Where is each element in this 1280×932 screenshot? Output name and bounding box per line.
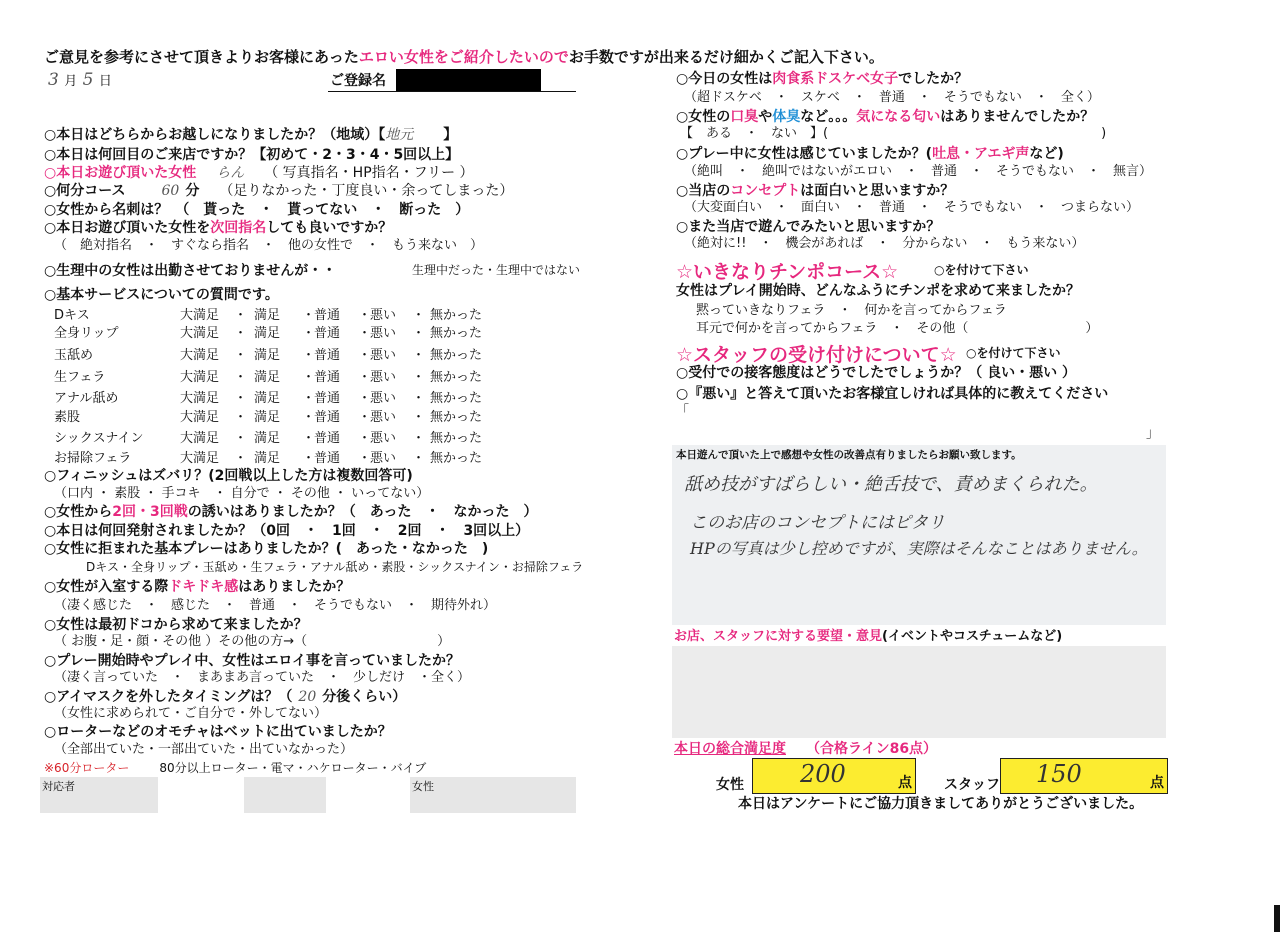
- service-rating-option: ・: [234, 348, 248, 363]
- q-finish-options: （口内 ・ 素股 ・ 手コキ ・ 自分で ・ その他 ・ いってない）: [54, 486, 430, 501]
- girl-label: 女性: [412, 780, 434, 793]
- service-rating-option: 普通: [314, 410, 341, 425]
- request-box: [672, 646, 1166, 738]
- service-name: 生フェラ: [54, 370, 106, 385]
- service-rating-option: ・: [412, 431, 426, 446]
- service-rating-option: ・: [358, 410, 372, 425]
- service-rating-option: 普通: [314, 308, 341, 323]
- service-rating-option: 満足: [254, 348, 281, 363]
- staff-note: ○を付けて下さい: [966, 346, 1061, 360]
- service-rating-option: ・: [302, 451, 316, 466]
- service-rating-option: 普通: [314, 348, 341, 363]
- date-row: [48, 70, 112, 90]
- service-rating-option: ・: [412, 308, 426, 323]
- q-finish: ○フィニッシュはズバリ？(2回戦以上した方は複数回答可): [44, 468, 413, 484]
- service-rating-option: ・: [234, 326, 248, 341]
- service-rating-option: ・: [234, 370, 248, 385]
- service-rating-option: 無かった: [430, 370, 483, 385]
- service-rating-option: ・: [412, 370, 426, 385]
- service-rating-option: ・: [412, 326, 426, 341]
- q-toys: ○ローターなどのオモチャはベットに出ていましたか？: [44, 724, 392, 740]
- q-thrill-options: （凄く感じた ・ 感じた ・ 普通 ・ そうでもない ・ 期待外れ）: [54, 598, 497, 613]
- service-rating-option: 大満足: [180, 391, 220, 406]
- girl-score-label: 女性: [716, 777, 744, 793]
- service-rating-option: ・: [358, 370, 372, 385]
- service-rating-option: 大満足: [180, 326, 220, 341]
- service-name: アナル舐め: [54, 391, 119, 406]
- registration-label: ご登録名: [330, 73, 386, 89]
- service-rating-option: 無かった: [430, 348, 483, 363]
- q-visit-count: ○本日は何回目のご来店ですか？【初めて・2・3・4・5回以上】: [44, 147, 460, 163]
- staff-title: ☆スタッフの受け付けについて☆: [676, 344, 957, 366]
- service-rating-option: 無かった: [430, 391, 483, 406]
- service-rating-option: 無かった: [430, 308, 483, 323]
- service-rating-option: 大満足: [180, 308, 220, 323]
- staff-score-unit: 点: [1150, 775, 1164, 791]
- q-shots: ○本日は何回発射されましたか？（0回 ・ 1回 ・ 2回 ・ 3回以上）: [44, 523, 530, 539]
- service-rating-option: 満足: [254, 308, 281, 323]
- course-option-2: 耳元で何かを言ってからフェラ ・ その他（ ）: [696, 321, 1099, 336]
- q-period-options: 生理中だった・生理中ではない: [412, 263, 581, 277]
- service-rating-option: 悪い: [370, 308, 397, 323]
- service-rating-option: 悪い: [370, 431, 397, 446]
- service-rating-option: ・: [358, 348, 372, 363]
- service-rating-option: 無かった: [430, 326, 483, 341]
- q-region-answer: 地元: [385, 127, 414, 143]
- course-question: 女性はプレイ開始時、どんなふうにチンポを求めて来ましたか？: [676, 283, 1081, 299]
- intro-part-pink: エロい女性をご紹介したいので: [358, 48, 569, 66]
- course-note: ○を付けて下さい: [934, 263, 1029, 277]
- service-rating-option: ・: [302, 326, 316, 341]
- service-rating-option: 悪い: [370, 451, 397, 466]
- staff-question-2: ○『悪い』と答えて頂いたお客様宜しければ具体的に教えてください: [676, 386, 1109, 402]
- service-rating-option: ・: [234, 308, 248, 323]
- q-first-options: （ お腹・足・顔・その他 ）その他の方→（ ）: [54, 634, 451, 649]
- intro-text: [44, 48, 884, 66]
- redacted-name: [396, 69, 541, 91]
- staff-score-label: スタッフ: [944, 777, 1000, 793]
- service-rating-option: ・: [358, 431, 372, 446]
- service-rating-option: 無かった: [430, 431, 483, 446]
- service-rating-option: 悪い: [370, 410, 397, 425]
- service-rating-option: 普通: [314, 370, 341, 385]
- staff-label: 対応者: [42, 780, 75, 793]
- q-rounds: ○女性から2回・3回戦の誘いはありましたか？（ あった ・ なかった ）: [44, 504, 538, 520]
- service-rating-option: 大満足: [180, 410, 220, 425]
- date-month: 3: [48, 70, 59, 90]
- r-lewd: ○今日の女性は肉食系ドスケベ女子でしたか？: [676, 71, 969, 87]
- q-next-options: （ 絶対指名 ・ すぐなら指名 ・ 他の女性で ・ もう来ない ）: [54, 238, 484, 253]
- service-rating-option: ・: [412, 451, 426, 466]
- service-rating-option: 満足: [254, 370, 281, 385]
- service-rating-option: 悪い: [370, 370, 397, 385]
- service-rating-option: ・: [234, 410, 248, 425]
- service-rating-option: 無かった: [430, 451, 483, 466]
- r-smell-options: 【 ある ・ ない 】( ): [680, 126, 1107, 141]
- service-rating-option: 無かった: [430, 410, 483, 425]
- q-mask-answer: 20: [298, 689, 317, 705]
- service-rating-option: 大満足: [180, 451, 220, 466]
- toys-note: ※60分ローター 80分以上ローター・電マ・ハケローター・バイブ: [44, 761, 427, 775]
- r-return: ○また当店で遊んでみたいと思いますか？: [676, 219, 941, 235]
- course-option-1: 黙っていきなりフェラ ・ 何かを言ってからフェラ: [696, 303, 1007, 318]
- service-rating-option: ・: [302, 391, 316, 406]
- q-period: ○生理中の女性は出勤させておりませんが・・: [44, 263, 337, 279]
- service-rating-option: 満足: [254, 431, 281, 446]
- service-name: 全身リップ: [54, 326, 119, 341]
- q-course-answer: 60: [161, 183, 180, 199]
- q-refused-options: Dキス・全身リップ・玉舐め・生フェラ・アナル舐め・素股・シックスナイン・お掃除フェラ: [86, 560, 584, 574]
- q-mask-options: （女性に求められて・ご自分で・外してない）: [54, 706, 328, 721]
- q-mask: ○アイマスクを外したタイミングは？（ 20 分後くらい）: [44, 689, 407, 705]
- day-label: 日: [98, 74, 112, 89]
- service-name: Dキス: [54, 308, 90, 323]
- course-title: ☆いきなりチンポコース☆: [676, 261, 899, 283]
- q-girl-answer: らん: [216, 165, 245, 181]
- service-rating-option: 満足: [254, 451, 281, 466]
- r-return-options: （絶対に!! ・ 機会があれば ・ 分からない ・ もう来ない）: [684, 236, 1085, 251]
- service-name: お掃除フェラ: [54, 451, 132, 466]
- service-rating-option: 満足: [254, 326, 281, 341]
- r-concept: ○当店のコンセプトは面白いと思いますか？: [676, 183, 955, 199]
- satisfaction-title: 本日の総合満足度 （合格ライン86点）: [674, 741, 938, 757]
- service-rating-option: ・: [234, 451, 248, 466]
- service-rating-option: 悪い: [370, 348, 397, 363]
- q-region: ○本日はどちらからお越しになりましたか？（地域）【地元 】: [44, 127, 458, 143]
- date-day: 5: [82, 70, 94, 90]
- service-rating-option: ・: [412, 391, 426, 406]
- service-rating-option: 満足: [254, 410, 281, 425]
- scan-edge-mark: [1274, 905, 1280, 932]
- service-rating-option: 普通: [314, 326, 341, 341]
- intro-part-a: ご意見を参考にさせて頂きよりお客様にあった: [44, 48, 359, 66]
- service-rating-option: ・: [302, 410, 316, 425]
- q-thrill: ○女性が入室する際ドキドキ感はありましたか？: [44, 579, 351, 595]
- service-rating-option: ・: [358, 391, 372, 406]
- service-rating-option: ・: [412, 410, 426, 425]
- q-refused: ○女性に拒まれた基本プレーはありましたか？( あった・なかった ): [44, 541, 489, 557]
- q-girl: ○本日お遊び頂いた女性 らん （ 写真指名・HP指名・フリー ）: [44, 165, 474, 181]
- thanks-text: 本日はアンケートにご協力頂きましてありがとうございました。: [738, 796, 1144, 812]
- q-talk: ○プレー開始時やプレイ中、女性はエロイ事を言っていましたか？: [44, 653, 460, 669]
- r-feel: ○プレー中に女性は感じていましたか？(吐息・アエギ声など): [676, 146, 1064, 162]
- q-course: ○何分コース 60 分 （足りなかった・丁度良い・余ってしまった）: [44, 183, 514, 199]
- staff-score-box: [1000, 758, 1168, 794]
- service-rating-option: ・: [302, 348, 316, 363]
- request-label: お店、スタッフに対する要望・意見(イベントやコスチュームなど): [674, 629, 1063, 644]
- service-rating-option: ・: [234, 391, 248, 406]
- q-first: ○女性は最初ドコから求めて来ましたか？: [44, 617, 308, 633]
- service-rating-option: 満足: [254, 391, 281, 406]
- service-rating-option: ・: [358, 308, 372, 323]
- bracket-close: 」: [1146, 426, 1160, 441]
- service-rating-option: 普通: [314, 451, 341, 466]
- blank-box: [244, 777, 326, 813]
- service-rating-option: ・: [302, 370, 316, 385]
- service-rating-option: 悪い: [370, 326, 397, 341]
- service-rating-option: 大満足: [180, 370, 220, 385]
- q-toys-options: （全部出ていた・一部出ていた・出ていなかった）: [54, 742, 354, 757]
- impression-label: 本日遊んで頂いた上で感想や女性の改善点有りましたらお願い致します。: [676, 449, 1022, 461]
- r-smell: ○女性の口臭や体臭など。。。気になる匂いはありませんでしたか？: [676, 109, 1095, 125]
- q-card: ○女性から名刺は？ （ 貰った ・ 貰ってない ・ 断った ）: [44, 202, 470, 218]
- girl-box: [410, 777, 576, 813]
- girl-score-unit: 点: [898, 775, 912, 791]
- r-concept-options: （大変面白い ・ 面白い ・ 普通 ・ そうでもない ・ つまらない）: [684, 200, 1140, 215]
- impression-line-2: このお店のコンセプトにはピタリ: [690, 513, 945, 533]
- q-talk-options: （凄く言っていた ・ まあまあ言っていた ・ 少しだけ ・全く）: [54, 670, 471, 685]
- service-rating-option: 普通: [314, 431, 341, 446]
- service-name: 玉舐め: [54, 348, 94, 363]
- service-name: シックスナイン: [54, 431, 144, 446]
- service-rating-option: ・: [358, 451, 372, 466]
- r-feel-options: （絶叫 ・ 絶叫ではないがエロい ・ 普通 ・ そうでもない ・ 無言）: [684, 164, 1153, 179]
- service-rating-option: ・: [358, 326, 372, 341]
- service-name: 素股: [54, 410, 81, 425]
- staff-score: 150: [1036, 760, 1082, 788]
- service-rating-option: ・: [302, 308, 316, 323]
- month-label: 月: [64, 74, 78, 89]
- service-rating-option: 悪い: [370, 391, 397, 406]
- impression-line-3: HPの写真は少し控めですが、実際はそんなことはありません。: [690, 539, 1148, 558]
- intro-part-b: お手数ですが出来るだけ細かくご記入下さい。: [568, 48, 884, 66]
- bracket-open: 「: [676, 404, 690, 419]
- service-rating-option: ・: [412, 348, 426, 363]
- service-rating-option: 普通: [314, 391, 341, 406]
- service-rating-option: ・: [234, 431, 248, 446]
- q-service-title: ○基本サービスについての質問です。: [44, 287, 279, 303]
- r-lewd-options: （超ドスケベ ・ スケベ ・ 普通 ・ そうでもない ・ 全く）: [684, 90, 1100, 105]
- registration-underline: [328, 91, 576, 92]
- service-rating-option: ・: [302, 431, 316, 446]
- q-next: ○本日お遊び頂いた女性を次回指名しても良いですか？: [44, 220, 393, 236]
- impression-line-1: 舐め技がすばらしい・絶舌技で、責めまくられた。: [684, 474, 1098, 495]
- staff-question: ○受付での接客態度はどうでしたでしょうか？（ 良い・悪い ）: [676, 365, 1076, 381]
- service-rating-option: 大満足: [180, 348, 220, 363]
- service-rating-option: 大満足: [180, 431, 220, 446]
- girl-score: 200: [800, 760, 846, 788]
